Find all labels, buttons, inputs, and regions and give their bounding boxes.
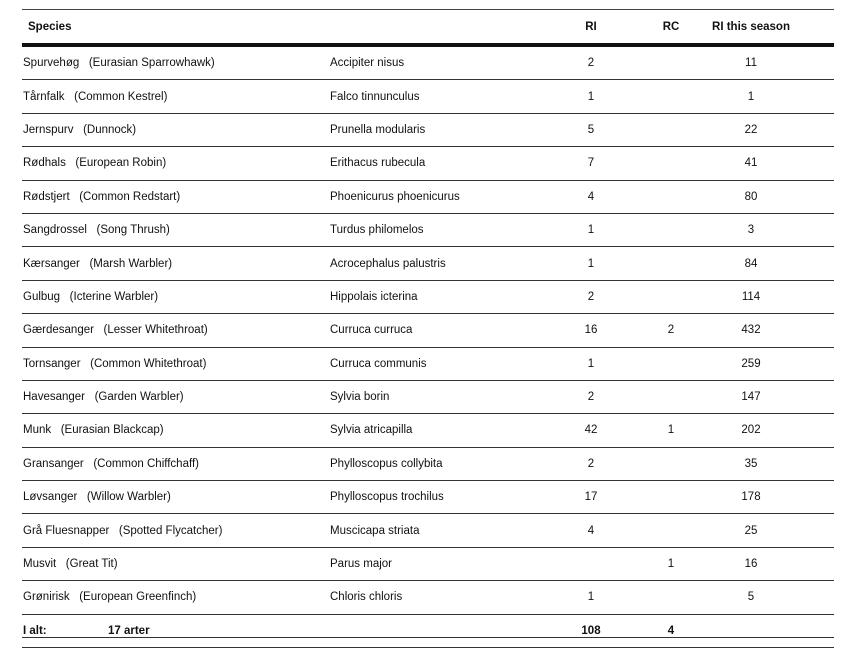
species-common-name: Løvsanger (Willow Warbler) [23, 491, 171, 504]
species-common-name: Grå Fluesnapper (Spotted Flycatcher) [23, 524, 223, 537]
table-row [22, 581, 834, 614]
species-scientific-name: Sylvia borin [330, 391, 390, 404]
ri-value: 1 [587, 591, 595, 604]
ri-season-value: 84 [744, 257, 758, 270]
table-row [22, 548, 834, 581]
ri-value: 1 [587, 257, 595, 270]
ri-value: 1 [587, 357, 595, 370]
table-row [22, 514, 834, 547]
table-row [22, 47, 834, 80]
species-common-name: Rødhals (European Robin) [23, 157, 167, 170]
table-row [22, 481, 834, 514]
ri-season-value: 432 [741, 324, 761, 337]
ri-value: 4 [587, 524, 595, 537]
species-common-name: Munk (Eurasian Blackcap) [23, 424, 164, 437]
species-scientific-name: Muscicapa striata [330, 524, 420, 537]
table-row [22, 247, 834, 280]
table-header [22, 9, 834, 47]
ri-season-value: 22 [744, 123, 758, 136]
species-scientific-name: Curruca communis [330, 357, 427, 370]
table-row [22, 80, 834, 113]
total-rc: 4 [667, 624, 675, 637]
species-common-name: Tornsanger (Common Whitethroat) [23, 357, 207, 370]
total-label: I alt: [23, 624, 47, 637]
ri-value: 7 [587, 157, 595, 170]
ri-value: 1 [587, 90, 595, 103]
ri-season-value: 259 [741, 357, 761, 370]
ri-value: 16 [584, 324, 598, 337]
species-scientific-name: Hippolais icterina [330, 290, 418, 303]
ri-season-value: 35 [744, 457, 758, 470]
ri-value: 2 [587, 290, 595, 303]
total-species-count: 17 arter [108, 624, 150, 637]
species-common-name: Rødstjert (Common Redstart) [23, 190, 181, 203]
ringing-table [22, 9, 834, 648]
ri-season-value: 178 [741, 491, 761, 504]
ri-season-value: 11 [745, 57, 757, 70]
ri-value: 4 [587, 190, 595, 203]
species-scientific-name: Prunella modularis [330, 123, 426, 136]
species-scientific-name: Erithacus rubecula [330, 157, 426, 170]
ri-value: 2 [587, 457, 595, 470]
table-row [22, 381, 834, 414]
species-common-name: Spurvehøg (Eurasian Sparrowhawk) [23, 57, 215, 70]
table-row [22, 448, 834, 481]
table-row [22, 281, 834, 314]
rc-value: 1 [667, 558, 675, 571]
species-scientific-name: Falco tinnunculus [330, 90, 420, 103]
species-scientific-name: Acrocephalus palustris [330, 257, 446, 270]
species-common-name: Gulbug (Icterine Warbler) [23, 290, 159, 303]
table-row [22, 147, 834, 180]
ri-season-value: 25 [744, 524, 758, 537]
ri-value: 2 [587, 57, 595, 70]
table-body [22, 47, 834, 615]
ri-value: 42 [584, 424, 598, 437]
species-scientific-name: Curruca curruca [330, 324, 413, 337]
species-common-name: Grønirisk (European Greenfinch) [23, 591, 197, 604]
species-scientific-name: Parus major [330, 558, 392, 571]
ri-season-value: 41 [744, 157, 758, 170]
species-common-name: Gærdesanger (Lesser Whitethroat) [23, 324, 208, 337]
ri-season-value: 114 [741, 290, 761, 303]
rc-value: 2 [667, 324, 675, 337]
ri-season-value: 80 [744, 190, 758, 203]
species-common-name: Kærsanger (Marsh Warbler) [23, 257, 173, 270]
ri-season-value: 3 [747, 224, 755, 237]
table-row [22, 314, 834, 347]
species-common-name: Gransanger (Common Chiffchaff) [23, 457, 199, 470]
species-common-name: Havesanger (Garden Warbler) [23, 391, 184, 404]
header-rc: RC [662, 20, 680, 33]
table-row [22, 114, 834, 147]
ri-season-value: 202 [741, 424, 761, 437]
species-common-name: Sangdrossel (Song Thrush) [23, 224, 170, 237]
species-scientific-name: Phylloscopus collybita [330, 457, 443, 470]
species-scientific-name: Chloris chloris [330, 591, 403, 604]
header-species: Species [28, 20, 72, 33]
ri-season-value: 16 [744, 558, 758, 571]
species-scientific-name: Sylvia atricapilla [330, 424, 413, 437]
ri-value: 1 [587, 224, 595, 237]
total-row [22, 615, 834, 648]
species-common-name: Jernspurv (Dunnock) [23, 123, 137, 136]
header-ri: RI [585, 20, 597, 33]
ri-value: 2 [587, 391, 595, 404]
species-scientific-name: Phoenicurus phoenicurus [330, 190, 460, 203]
total-ri: 108 [581, 624, 601, 637]
table-row [22, 214, 834, 247]
species-scientific-name: Phylloscopus trochilus [330, 491, 444, 504]
ri-value: 5 [587, 123, 595, 136]
table-row [22, 181, 834, 214]
species-scientific-name: Accipiter nisus [330, 57, 405, 70]
species-common-name: Tårnfalk (Common Kestrel) [23, 90, 168, 103]
ri-season-value: 5 [747, 591, 755, 604]
table-row [22, 348, 834, 381]
species-common-name: Musvit (Great Tit) [23, 558, 118, 571]
ri-season-value: 147 [741, 391, 761, 404]
table-row [22, 414, 834, 447]
rc-value: 1 [667, 424, 675, 437]
ri-value: 17 [584, 491, 598, 504]
species-scientific-name: Turdus philomelos [330, 224, 424, 237]
ri-season-value: 1 [747, 90, 755, 103]
header-ri-this-season: RI this season [712, 20, 790, 33]
bottom-rule [22, 637, 834, 638]
